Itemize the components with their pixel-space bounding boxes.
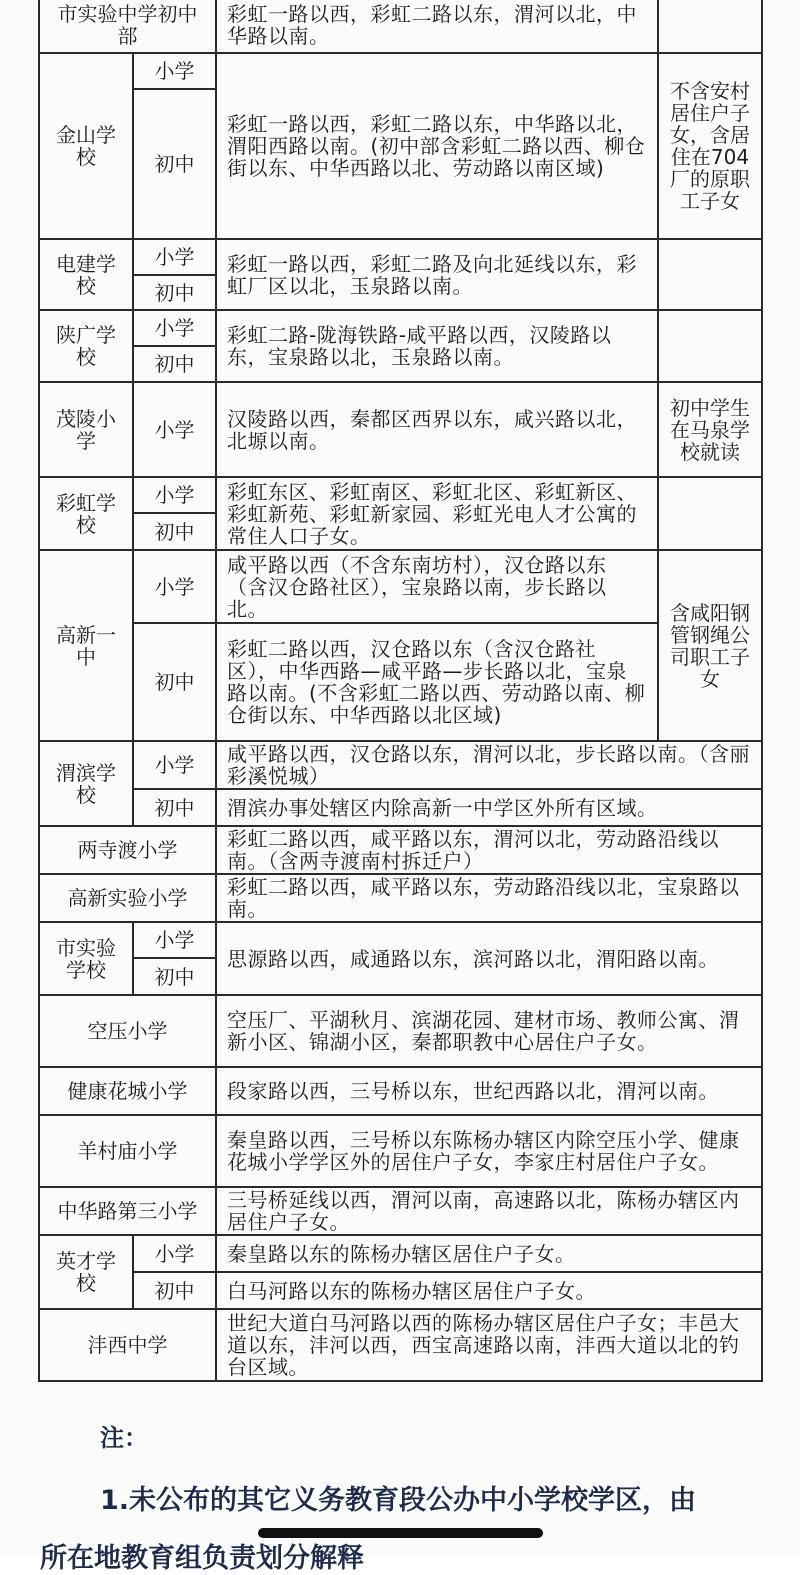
table-row: [39, 0, 762, 53]
table-row: [39, 1067, 762, 1115]
district-note: [658, 239, 762, 310]
footnote-item: 1.未公布的其它义务教育段公办中小学校学区，由: [100, 1485, 697, 1516]
district-area: 咸平路以西，汉仓路以东，渭河以北，步长路以南。（含丽彩溪悦城）: [216, 741, 762, 789]
district-area: 彩虹二路以西，咸平路以东，劳动路沿线以北，宝泉路以南。: [216, 874, 762, 922]
district-area: 白马河路以东的陈杨办辖区居住户子女。: [216, 1272, 762, 1309]
district-area: 咸平路以西（不含东南坊村），汉仓路以东（含汉仓路社区），宝泉路以南，步长路以北。: [216, 550, 658, 623]
level-middle: 初中: [133, 513, 216, 550]
school-name: 市实验学校: [39, 922, 133, 995]
district-area: 秦皇路以西，三号桥以东陈杨办辖区内除空压小学、健康花城小学学区外的居住户子女，李家庄村居住户子女。: [216, 1115, 762, 1187]
school-name: 空压小学: [39, 995, 216, 1067]
level-primary: 小学: [133, 922, 216, 958]
school-name: 羊村庙小学: [39, 1115, 216, 1187]
table-row: [39, 1309, 762, 1381]
level-middle: 初中: [133, 789, 216, 826]
level-middle: 初中: [133, 89, 216, 239]
table-row: [39, 1187, 762, 1235]
district-note: 初中学生在马泉学校就读: [658, 382, 762, 477]
level-primary: 小学: [133, 741, 216, 789]
table-row: [39, 922, 762, 958]
level-primary: 小学: [133, 382, 216, 477]
district-area: 彩虹一路以西，彩虹二路以东，渭河以北，中华路以南。: [216, 0, 658, 53]
level-primary: 小学: [133, 550, 216, 623]
school-name: 茂陵小学: [39, 382, 133, 477]
level-middle: 初中: [133, 1272, 216, 1309]
school-district-table: [38, 0, 763, 1382]
level-middle: 初中: [133, 346, 216, 382]
table-row: [39, 382, 762, 477]
level-primary: 小学: [133, 53, 216, 89]
district-area: 渭滨办事处辖区内除高新一中学区外所有区域。: [216, 789, 762, 826]
district-note: [658, 310, 762, 382]
school-name: 电建学校: [39, 239, 133, 310]
district-area: 彩虹二路以西，汉仓路以东（含汉仓路社区），中华西路—咸平路—步长路以北，宝泉路以南。(不含彩虹二路以西、劳动路以南、柳仓街以东、中华西路以北区域): [216, 623, 658, 741]
district-note: 含咸阳钢管钢绳公司职工子女: [658, 550, 762, 741]
district-area: 彩虹一路以西，彩虹二路及向北延线以东，彩虹厂区以北，玉泉路以南。: [216, 239, 658, 310]
table-row: [39, 1272, 762, 1309]
district-area: 空压厂、平湖秋月、滨湖花园、建材市场、教师公寓、渭新小区、锦湖小区，秦都职教中心居住户子女。: [216, 995, 762, 1067]
table-row: [39, 477, 762, 513]
district-area: 彩虹二路以西，咸平路以东，渭河以北，劳动路沿线以南。（含两寺渡南村拆迁户）: [216, 826, 762, 874]
table-row: [39, 239, 762, 275]
district-area: 世纪大道白马河路以西的陈杨办辖区居住户子女；丰邑大道以东，沣河以西，西宝高速路以南，沣西大道以北的钓台区域。: [216, 1309, 762, 1381]
level-middle: 初中: [133, 275, 216, 310]
district-area: 秦皇路以东的陈杨办辖区居住户子女。: [216, 1235, 762, 1272]
table-row: [39, 623, 762, 741]
school-name: 金山学校: [39, 53, 133, 239]
home-indicator[interactable]: [258, 1528, 543, 1538]
school-name: 彩虹学校: [39, 477, 133, 550]
level-middle: 初中: [133, 958, 216, 995]
level-primary: 小学: [133, 239, 216, 275]
district-note: 不含安村居住户子女，含居住在704厂的原职工子女: [658, 53, 762, 239]
level-primary: 小学: [133, 1235, 216, 1272]
district-note: [658, 477, 762, 550]
school-name: 中华路第三小学: [39, 1187, 216, 1235]
district-area: 思源路以西，咸通路以东，滨河路以北，渭阳路以南。: [216, 922, 762, 995]
level-primary: 小学: [133, 310, 216, 346]
school-name: 市实验中学初中部: [39, 0, 216, 53]
level-middle: 初中: [133, 623, 216, 741]
school-name: 高新实验小学: [39, 874, 216, 922]
table-row: [39, 874, 762, 922]
district-note: [658, 0, 762, 53]
table-row: [39, 789, 762, 826]
district-area: 段家路以西，三号桥以东，世纪西路以北，渭河以南。: [216, 1067, 762, 1115]
table-row: [39, 550, 762, 623]
school-name: 两寺渡小学: [39, 826, 216, 874]
school-name: 沣西中学: [39, 1309, 216, 1381]
school-name: 英才学校: [39, 1235, 133, 1309]
table-row: [39, 53, 762, 89]
footnote-title: 注：: [100, 1424, 148, 1452]
footnote-item-continued: 所在地教育组负责划分解释: [40, 1543, 364, 1574]
district-area: 彩虹东区、彩虹南区、彩虹北区、彩虹新区、彩虹新苑、彩虹新家园、彩虹光电人才公寓的常住人口子女。: [216, 477, 658, 550]
district-area: 彩虹二路-陇海铁路-咸平路以西，汉陵路以东，宝泉路以北，玉泉路以南。: [216, 310, 658, 382]
district-area: 彩虹一路以西，彩虹二路以东，中华路以北，渭阳西路以南。(初中部含彩虹二路以西、柳仓街以东、中华西路以北、劳动路以南区域): [216, 53, 658, 239]
district-area: 三号桥延线以西，渭河以南，高速路以北，陈杨办辖区内居住户子女。: [216, 1187, 762, 1235]
school-name: 健康花城小学: [39, 1067, 216, 1115]
table-row: [39, 826, 762, 874]
school-name: 高新一中: [39, 550, 133, 741]
school-name: 渭滨学校: [39, 741, 133, 826]
table-row: [39, 1115, 762, 1187]
table-row: [39, 1235, 762, 1272]
table-row: [39, 995, 762, 1067]
school-name: 陕广学校: [39, 310, 133, 382]
level-primary: 小学: [133, 477, 216, 513]
district-area: 汉陵路以西，秦都区西界以东，咸兴路以北，北塬以南。: [216, 382, 658, 477]
table-row: [39, 310, 762, 346]
table-row: [39, 741, 762, 789]
